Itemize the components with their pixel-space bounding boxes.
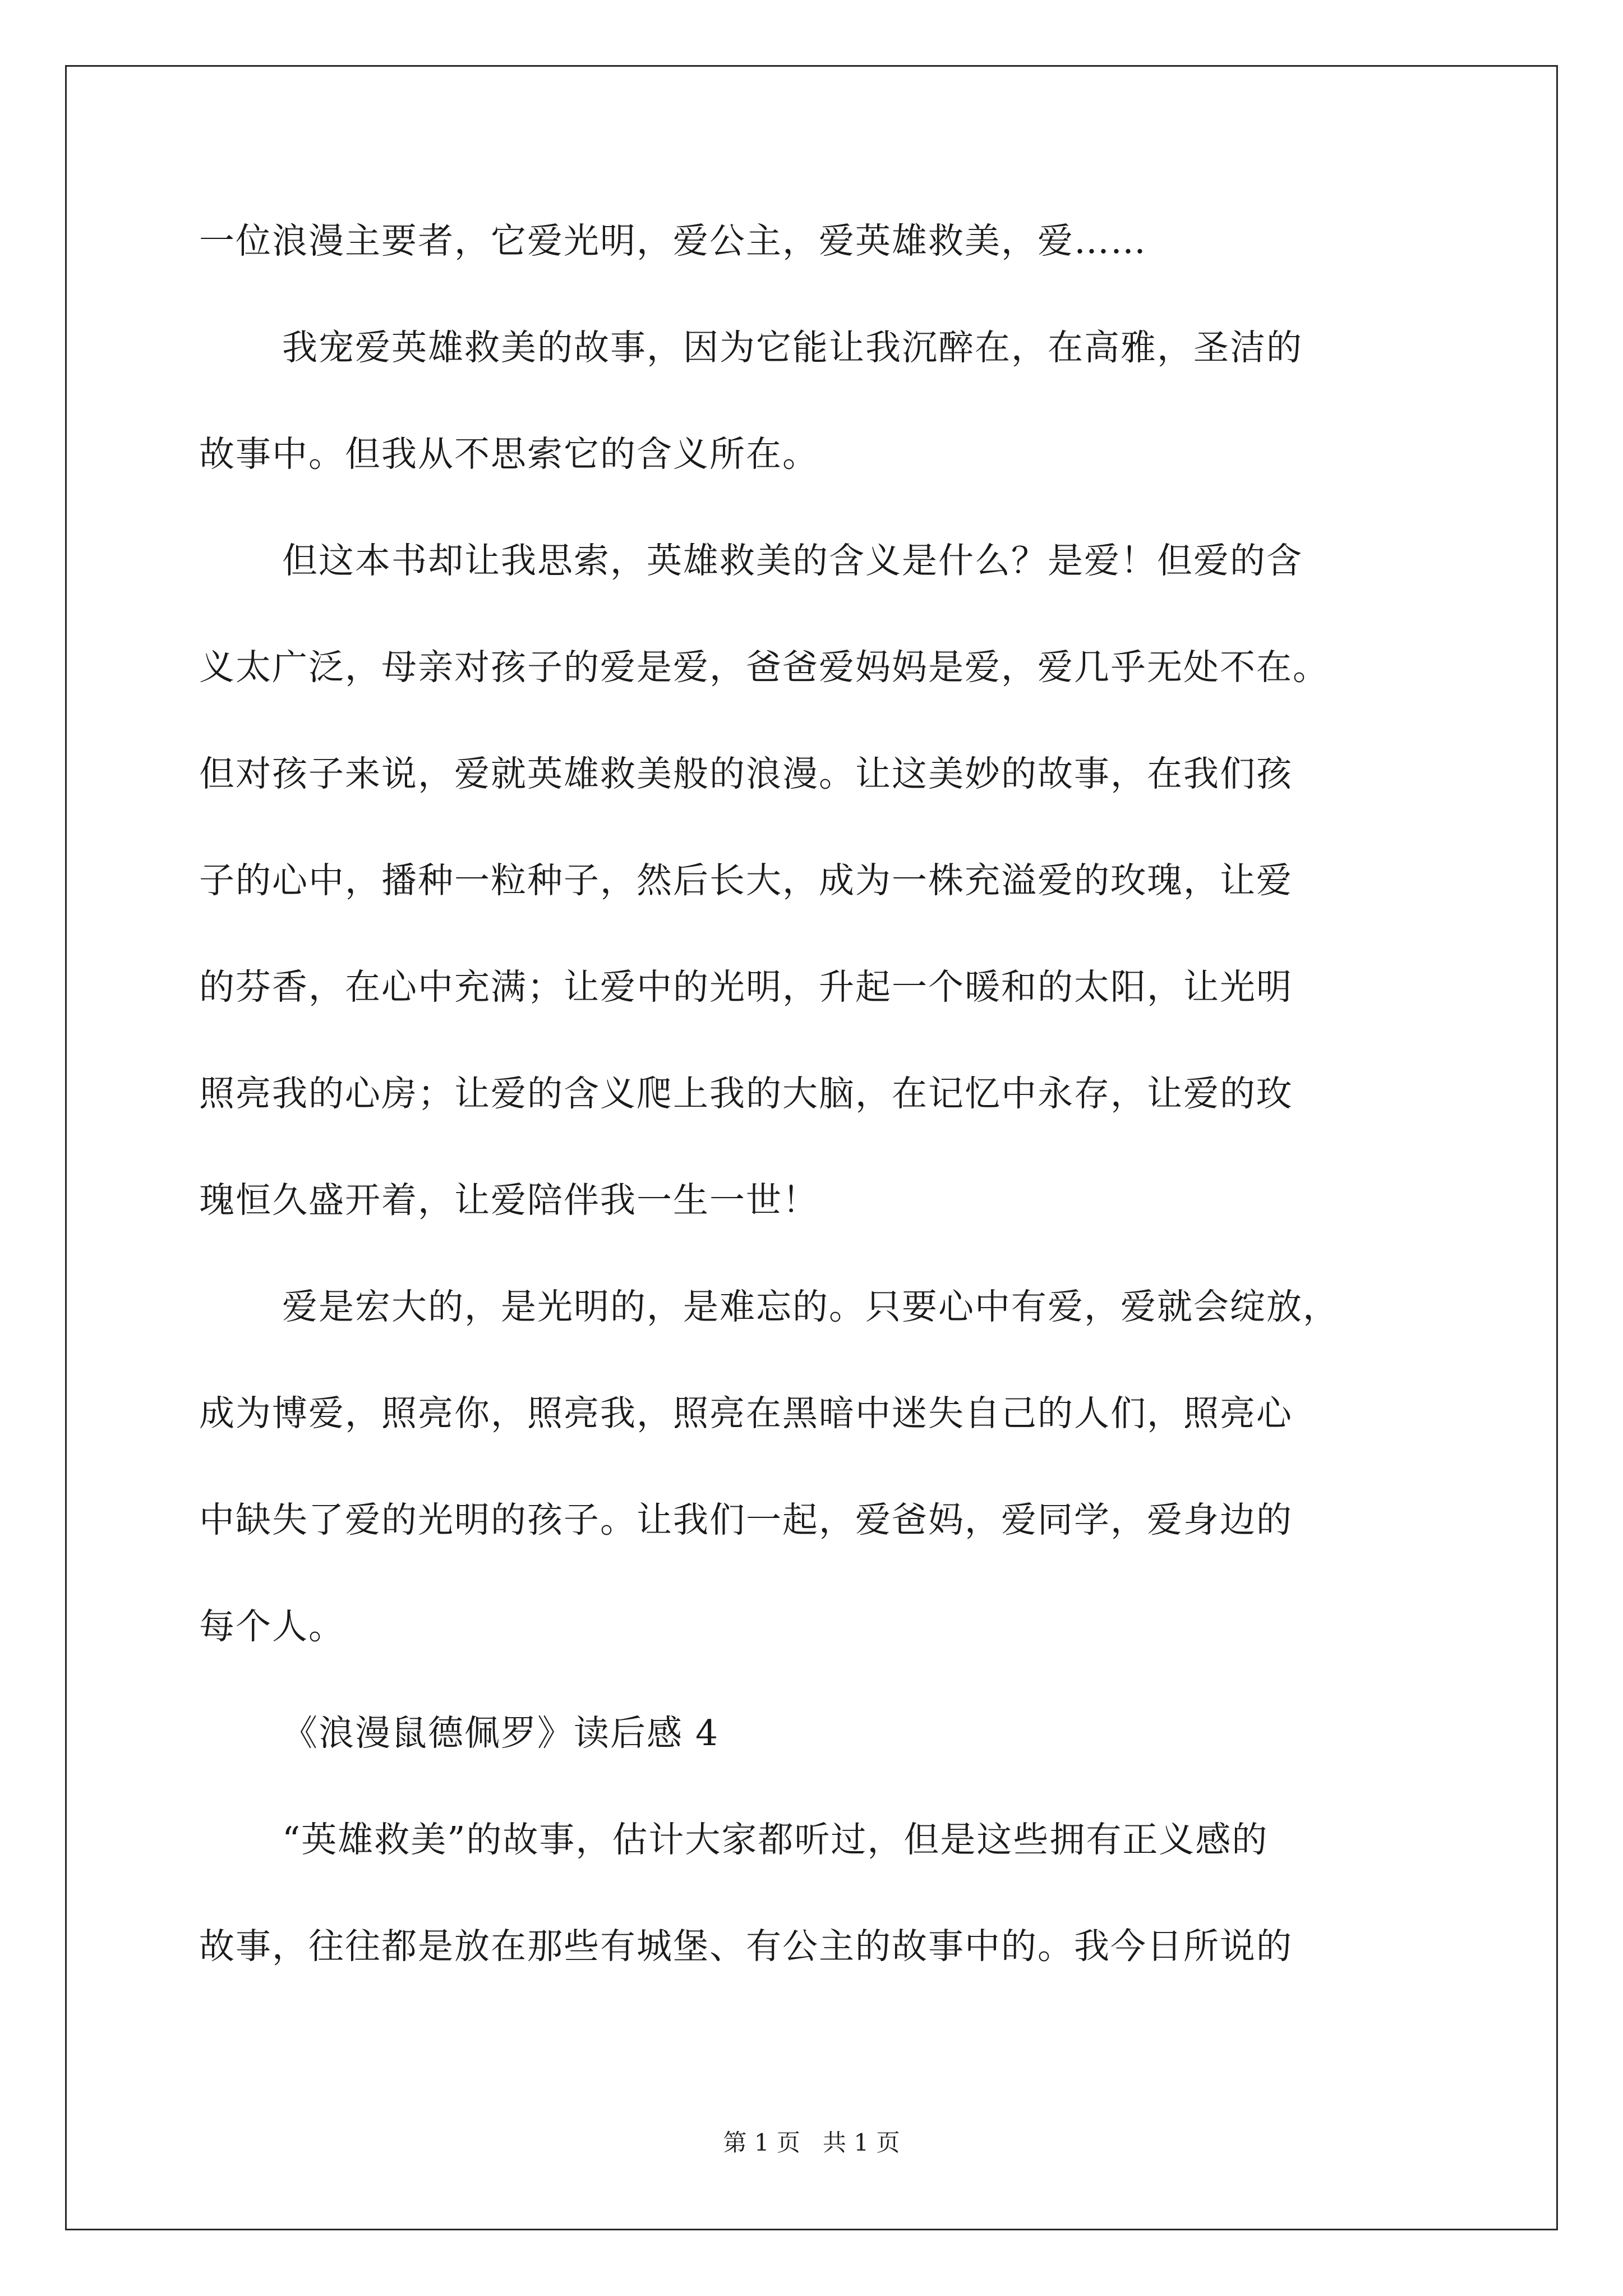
text-line: 故事，往往都是放在那些有城堡、有公主的故事中的。我今日所说的 bbox=[199, 1926, 1293, 1967]
text-line: 瑰恒久盛开着，让爱陪伴我一生一世！ bbox=[199, 1180, 819, 1221]
paragraph-start-line: 爱是宏大的，是光明的，是难忘的。只要心中有爱，爱就会绽放， bbox=[282, 1286, 1339, 1327]
paragraph-start-line: 但这本书却让我思索，英雄救美的含义是什么？是爱！但爱的含 bbox=[282, 540, 1303, 581]
text-line: 每个人。 bbox=[199, 1606, 345, 1647]
text-line: 照亮我的心房；让爱的含义爬上我的大脑，在记忆中永存，让爱的玫 bbox=[199, 1073, 1293, 1114]
text-line: 义太广泛，母亲对孩子的爱是爱，爸爸爱妈妈是爱，爱几乎无处不在。 bbox=[199, 647, 1329, 688]
section-heading: 《浪漫鼠德佩罗》读后感 4 bbox=[282, 1713, 720, 1754]
text-line: 成为博爱，照亮你，照亮我，照亮在黑暗中迷失自己的人们，照亮心 bbox=[199, 1393, 1293, 1434]
text-line: 故事中。但我从不思索它的含义所在。 bbox=[199, 434, 819, 475]
text-line: 的芬香，在心中充满；让爱中的光明，升起一个暖和的太阳，让光明 bbox=[199, 967, 1293, 1007]
text-line: 一位浪漫主要者，它爱光明，爱公主，爱英雄救美，爱…… bbox=[199, 220, 1147, 261]
text-line: 子的心中，播种一粒种子，然后长大，成为一株充溢爱的玫瑰，让爱 bbox=[199, 860, 1293, 901]
paragraph-start-line: “英雄救美”的故事，估计大家都听过，但是这些拥有正义感的 bbox=[282, 1819, 1269, 1860]
page-number-footer: 第 1 页 共 1 页 bbox=[723, 2129, 900, 2156]
page-border bbox=[65, 65, 1558, 2230]
text-line: 中缺失了爱的光明的孩子。让我们一起，爱爸妈，爱同学，爱身边的 bbox=[199, 1499, 1293, 1540]
text-line: 但对孩子来说，爱就英雄救美般的浪漫。让这美妙的故事，在我们孩 bbox=[199, 753, 1293, 794]
paragraph-start-line: 我宠爱英雄救美的故事，因为它能让我沉醉在，在高雅，圣洁的 bbox=[282, 327, 1303, 368]
